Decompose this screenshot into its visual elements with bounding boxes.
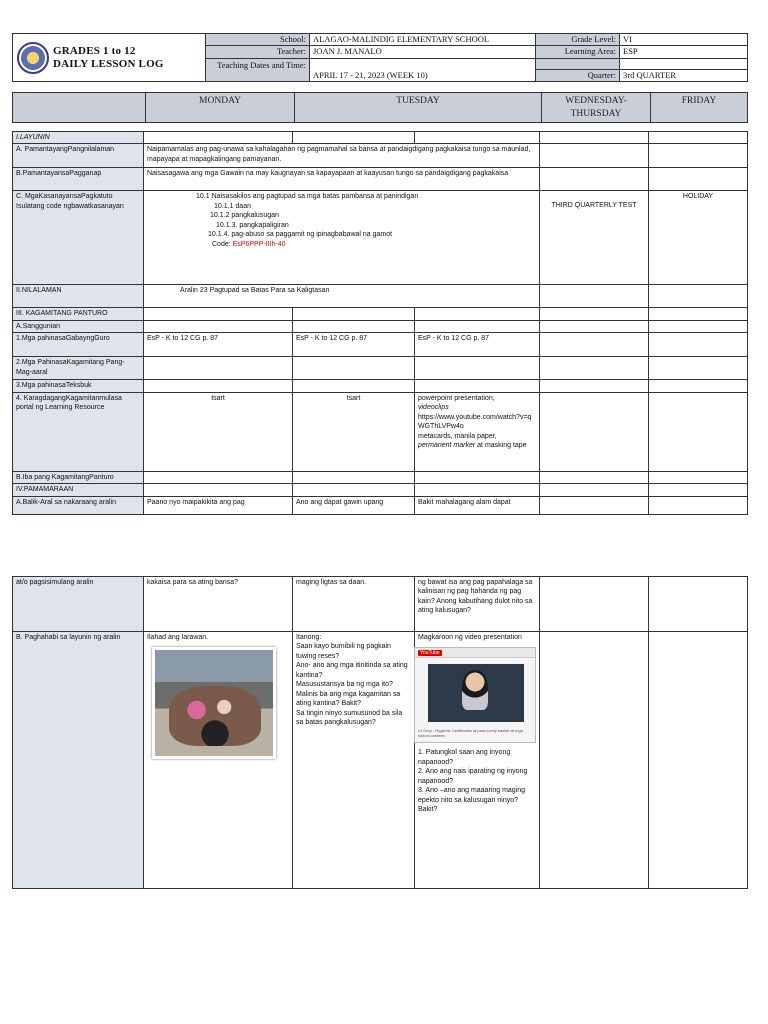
video-thumbnail[interactable] [414,647,536,743]
question-1: Saan kayo bumibili ng pagkain tuwing reses? [296,643,391,660]
cont-tue-1: maging ligtas sa daan. [293,577,415,632]
lr-ppt: powerpoint presentation, [418,394,495,402]
lr-videoclips: videoclips [418,404,449,412]
balik-tue-1: Ano ang dapat gawin upang [293,496,415,514]
video-question-1: 1. Patungkol saan ang inyong napanood? [418,749,511,766]
question-2: Ano- ano ang mga itinitinda sa ating kantina? [296,662,408,679]
header-table [12,33,748,82]
cont-mon: kakaisa para sa ating bansa? [144,577,293,632]
kasanayan-3: 10.1.2 pangkalusugan [210,212,279,220]
quarter-value: 3rd QUARTER [620,69,748,81]
lr-marker: permanent marker [418,441,476,449]
row-cont-label: at/o pagsisimulang aralin [13,577,144,632]
area-value: ESP [620,46,748,58]
kasanayan-1: 10.1 Naisasakilos ang pagtupad sa mga batas pambansa at panindigan [196,193,419,201]
logo-line-2: DAILY LESSON LOG [53,57,164,70]
video-question-2: 2. Ano ang nais iparating ng inyong napanood? [418,768,528,785]
lesson-log-page-2 [12,576,747,889]
row-layunin: I.LAYUNIN [13,132,144,144]
kasanayan-4: 10.1.3. pangkapaligiran [216,221,289,229]
teacher-value: JOAN J. MANALO [310,46,536,58]
logo-line-1: GRADES 1 to 12 [53,45,136,58]
row-lr-label: 4. KaragdagangKagamitanmulasa portal ng Learning Resource [13,392,144,471]
row-gabay-label: 1.Mga pahinasaGabayngGuro [13,333,144,357]
question-3: Masusustansya ba ng mga ito? [296,681,393,689]
code-value: EsP6PPP-IIIh-40 [232,240,286,248]
quarter-label: Quarter: [536,69,620,81]
grade-value: VI [620,34,748,46]
row-nilalaman-label: II.NILALAMAN [13,285,144,308]
video-caption: Lil Grey - Hygienic Certificates at para lovely basket at mga school canteen [418,727,523,739]
gabay-mon: EsP - K to 12 CG p. 87 [144,333,293,357]
row-pamamaraan: IV.PAMAMARAAN [13,484,144,496]
lr-mon: tsart [144,392,293,471]
day-tuesday: TUESDAY [295,93,542,123]
row-kasanayan [144,191,540,285]
row-teksbuk-label: 3.Mga pahinasaTeksbuk [13,380,144,392]
balik-tue-2: Bakit mahalagang alam dapat [415,496,540,514]
lr-youtube-link[interactable]: https://www.youtube.com/watch?v=qWGThLVPw4o [418,413,532,431]
b-mon-text: Ilahad ang larawan. [147,634,209,641]
row-pagganap-label: B.PamantayansaPagganap [13,168,144,191]
balik-mon: Paano nyo maipakikita ang pag [144,496,293,514]
row-b-label: B. Paghahabi sa layunin ng aralin [13,632,144,889]
day-friday: FRIDAY [651,93,748,123]
day-monday: MONDAY [146,93,295,123]
question-4: Malinis ba ang mga kagamitan sa ating kantina? Bakit? [296,690,401,708]
gabay-tue-1: EsP - K to 12 CG p. 87 [293,333,415,357]
dates-value: APRIL 17 - 21, 2023 (WEEK 10) [310,58,536,81]
video-intro: Magkaroon ng video presentation [418,634,522,641]
row-kagamitang-label: 2.Mga PahinasaKagamitang Pang-Mag-aaral [13,357,144,380]
family-motorcycle-photo [152,647,276,759]
row-nilalaman: Aralin 23 Pagtupad sa Batas Para sa Kaligtasan [144,285,540,308]
b-mon [144,632,293,889]
video-question-3: 3. Ano –ano ang maaaring maging epekto nito sa kalusugan ninyo? Bakit? [418,787,526,814]
lr-tape: at masking tape [477,441,527,449]
day-wednesday-thursday: WEDNESDAY-THURSDAY [542,93,651,123]
gabay-tue-2: EsP - K to 12 CG p. 87 [415,333,540,357]
row-iba-label: B.Iba pang KagamitangPanturo [13,471,144,483]
kasanayan-5: 10.1.4. pag-abuso sa paggamit ng ipinagbabawal na gamot [208,231,393,239]
row-pamantayang: Naipamamalas ang pag-unawa sa kahalagahan ng pagmamahal sa bansa at pandaigdigang pagkakaisa tungo sa maunlad, mapayapa at mapagkalingang pamayanan. [144,144,540,168]
logo-cell [13,34,206,82]
itanong: Itanong: [296,634,322,641]
lr-tue-1: tsart [293,392,415,471]
b-tue-2 [415,632,540,889]
kasanayan-2: 10.1.1 daan [214,202,251,210]
lr-metacards: metacards, manila paper, [418,432,497,440]
row-kasanayan-label: C. MgaKasanayansaPagkatuto Isulatang code ngbawatkasanayan [13,191,144,285]
friday-holiday: HOLIDAY [649,191,748,285]
lesson-log-page-1 [12,33,747,515]
dates-label: Teaching Dates and Time: [206,58,310,81]
lesson-table-1 [12,131,748,515]
question-5: Sa tingin ninyo sumusunod ba sila sa batas pangkalusugan? [296,709,403,726]
days-header [12,92,748,123]
lesson-table-2 [12,576,748,889]
b-tue-1 [293,632,415,889]
area-label: Learning Area: [536,46,620,58]
row-pamantayang-label: A. PamantayangPangnilalaman [13,144,144,168]
school-value: ALAGAO-MALINDIG ELEMENTARY SCHOOL [310,34,536,46]
lr-tue-2 [415,392,540,471]
code-label: Code: [212,240,231,248]
row-balik-label: A.Balik-Aral sa nakaraang aralin [13,496,144,514]
wed-test: THIRD QUARTERLY TEST [540,191,649,285]
deped-seal-icon [17,42,49,74]
row-sanggunian: A.Sanggunian [13,320,144,332]
school-label: School: [206,34,310,46]
grade-label: Grade Level: [536,34,620,46]
youtube-logo-icon: YouTube [420,649,440,656]
row-kagamitan: III. KAGAMITANG PANTURO [13,308,144,320]
cont-tue-2: ng bawat isa ang pag papahalaga sa kalinisan ng pag hahanda ng pag kain? Anong kabutihang dulot nito sa ating kalusugan? [415,577,540,632]
teacher-label: Teacher: [206,46,310,58]
row-pagganap: Naisasagawa ang mga Gawain na may kaugnayan sa kapayapaan at kaayusan tungo sa pandaigdigang pagkakaisa [144,168,540,191]
